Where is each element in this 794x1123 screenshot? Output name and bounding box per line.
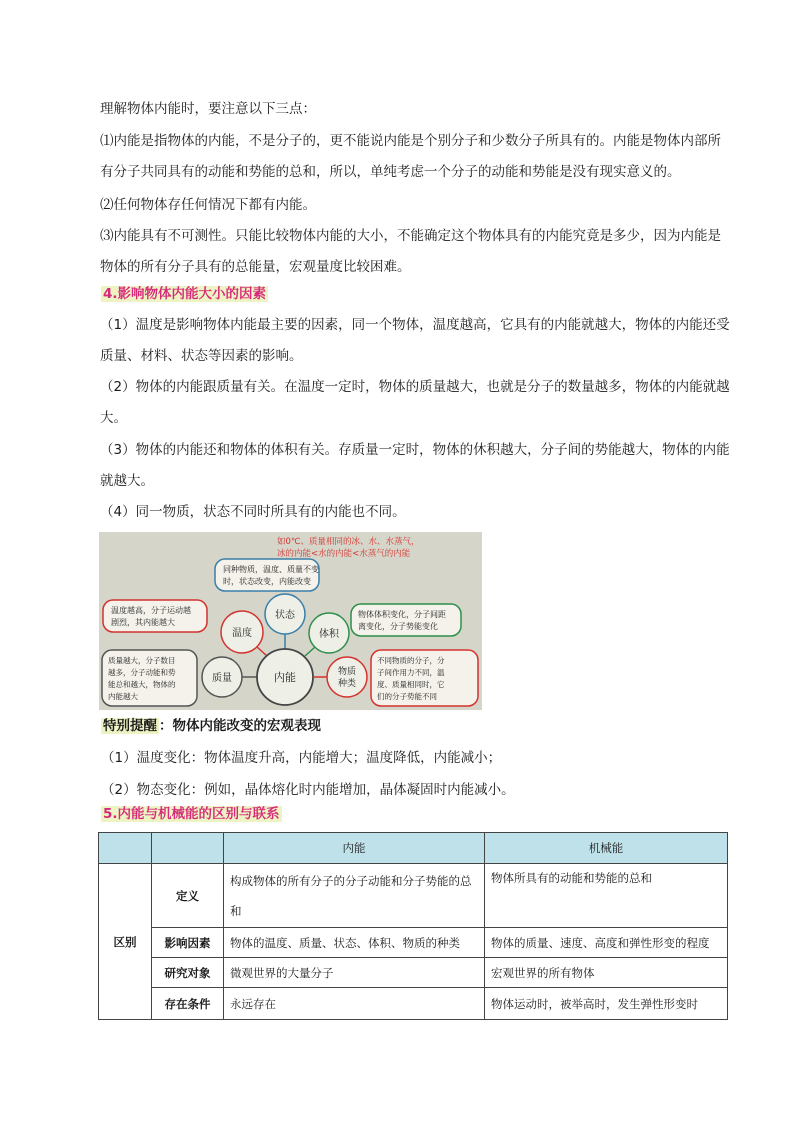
section4-item-1: （1）温度是影响物体内能最主要的因素，同一个物体，温度越高，它具有的内能就越大，物体的内能还受质量、材料、状态等因素的影响。 [100,317,730,364]
diagram-temp-box-line-1: 温度越高，分子运动越 [111,606,191,615]
table-row [99,928,728,958]
section4-item-2: （2）物体的内能跟质量有关。在温度一定时，物体的质量越大，也就是分子的数量越多，物体的内能就越大。 [100,379,730,426]
table-header-row [99,833,728,864]
point-1: ⑴内能是指物体的内能，不是分子的，更不能说内能是个别分子和少数分子所具有的。内能是物体内部所有分子共同具有的动能和势能的总和，所以，单纯考虑一个分子的动能和势能是没有现实意义的。 [100,133,721,180]
diagram-note-line-2: 冰的内能<水的内能<水蒸气的内能 [277,549,411,559]
diagram-mass-box-line-4: 内能越大 [108,692,138,701]
diagram-state-box [215,559,319,591]
diagram-state-label: 状态 [275,610,295,621]
table-cell-internal: 构成物体的所有分子的分子动能和分子势能的总和 [224,864,485,928]
point-2: ⑵任何物体存任何情况下都有内能。 [100,197,316,213]
table-cell-internal: 微观世界的大量分子 [224,958,485,988]
tip-item-2: （2）物态变化：例如，晶体熔化时内能增加，晶体凝固时内能减小。 [101,782,515,798]
table-row-label: 研究对象 [152,958,224,988]
diagram-temp-label: 温度 [232,628,252,639]
diagram-temp-box-line-2: 剧烈，其内能越大 [111,618,175,627]
diagram-kind-node [327,657,367,697]
table-group-label: 区别 [99,864,152,1020]
diagram-mass-box-line-1: 质量越大，分子数目 [108,656,176,665]
diagram-kind-box-line-4: 们的分子势能不同 [377,692,437,701]
diagram-volume-box-line-1: 物体体积变化，分子间距 [358,610,446,619]
diagram-kind-box-line-2: 子间作用力不同，温 [377,668,445,677]
diagram-state-box-line-2: 时，状态改变，内能改变 [223,577,311,586]
section4-item-4: （4）同一物质，状态不同时所具有的内能也不同。 [100,504,406,520]
table-cell-internal: 物体的温度、质量、状态、体积、物质的种类 [224,928,485,958]
intro-text: 理解物体内能时，要注意以下三点： [100,101,316,117]
table-cell-mechanical: 物体的质量、速度、高度和弹性形变的程度 [485,928,728,958]
diagram-kind-box-line-1: 不同物质的分子，分 [377,656,445,665]
diagram-volume-box-line-2: 离变化，分子势能变化 [358,622,438,631]
table-row [99,864,728,928]
special-tip [101,716,321,736]
diagram-kind-box-line-3: 度、质量相同时，它 [377,680,445,689]
section4-title [101,284,268,304]
diagram-kind-label-2: 种类 [337,679,357,689]
table-cell-mechanical: 物体所具有的动能和势能的总和 [485,864,728,928]
special-tip-label: 特别提醒 [103,718,157,734]
diagram-mass-box-line-2: 越多，分子动能和势 [108,668,176,677]
table-header-cell [152,833,224,864]
table-header-internal: 内能 [224,833,485,864]
point-3: ⑶内能具有不可测性。只能比较物体内能的大小，不能确定这个物体具有的内能究竟是多少，因为内能是物体的所有分子具有的总能量，宏观量度比较困难。 [100,228,721,275]
section4-title-text: 4.影响物体内能大小的因素 [103,286,267,302]
diagram-note-line-1: 如0℃、质量相同的冰、水、水蒸气， [277,537,420,547]
table-row-label: 影响因素 [152,928,224,958]
section5-title-text: 5.内能与机械能的区别与联系 [103,806,280,822]
special-tip-text: ：物体内能改变的宏观表现 [159,718,321,734]
diagram-state-box-line-1: 同种物质，温度、质量不变 [223,565,319,574]
table-row [99,958,728,988]
table-cell-mechanical: 物体运动时，被举高时，发生弹性形变时 [485,988,728,1020]
section5-title [101,804,282,824]
diagram-temp-box [103,600,207,632]
table-cell-internal: 永远存在 [224,988,485,1020]
diagram-volume-box [351,604,461,636]
table-header-mechanical: 机械能 [485,833,728,864]
diagram-center-label: 内能 [274,671,296,684]
comparison-table [98,832,728,1020]
table-cell-mechanical: 宏观世界的所有物体 [485,958,728,988]
tip-item-1: （1）温度变化：物体温度升高，内能增大；温度降低，内能减小； [101,750,502,766]
diagram-mass-label: 质量 [212,673,232,684]
diagram-kind-label-1: 物质 [337,667,357,677]
diagram-mass-box-line-3: 能总和越大，物体的 [108,680,176,689]
diagram-volume-label: 体积 [319,629,339,640]
internal-energy-factors-diagram [99,532,482,710]
table-row-label: 定义 [152,864,224,928]
table-header-cell [99,833,152,864]
table-row-label: 存在条件 [152,988,224,1020]
section4-item-3: （3）物体的内能还和物体的体积有关。存质量一定时，物体的休积越大，分子间的势能越大，物体的内能就越大。 [100,442,730,489]
table-row [99,988,728,1020]
